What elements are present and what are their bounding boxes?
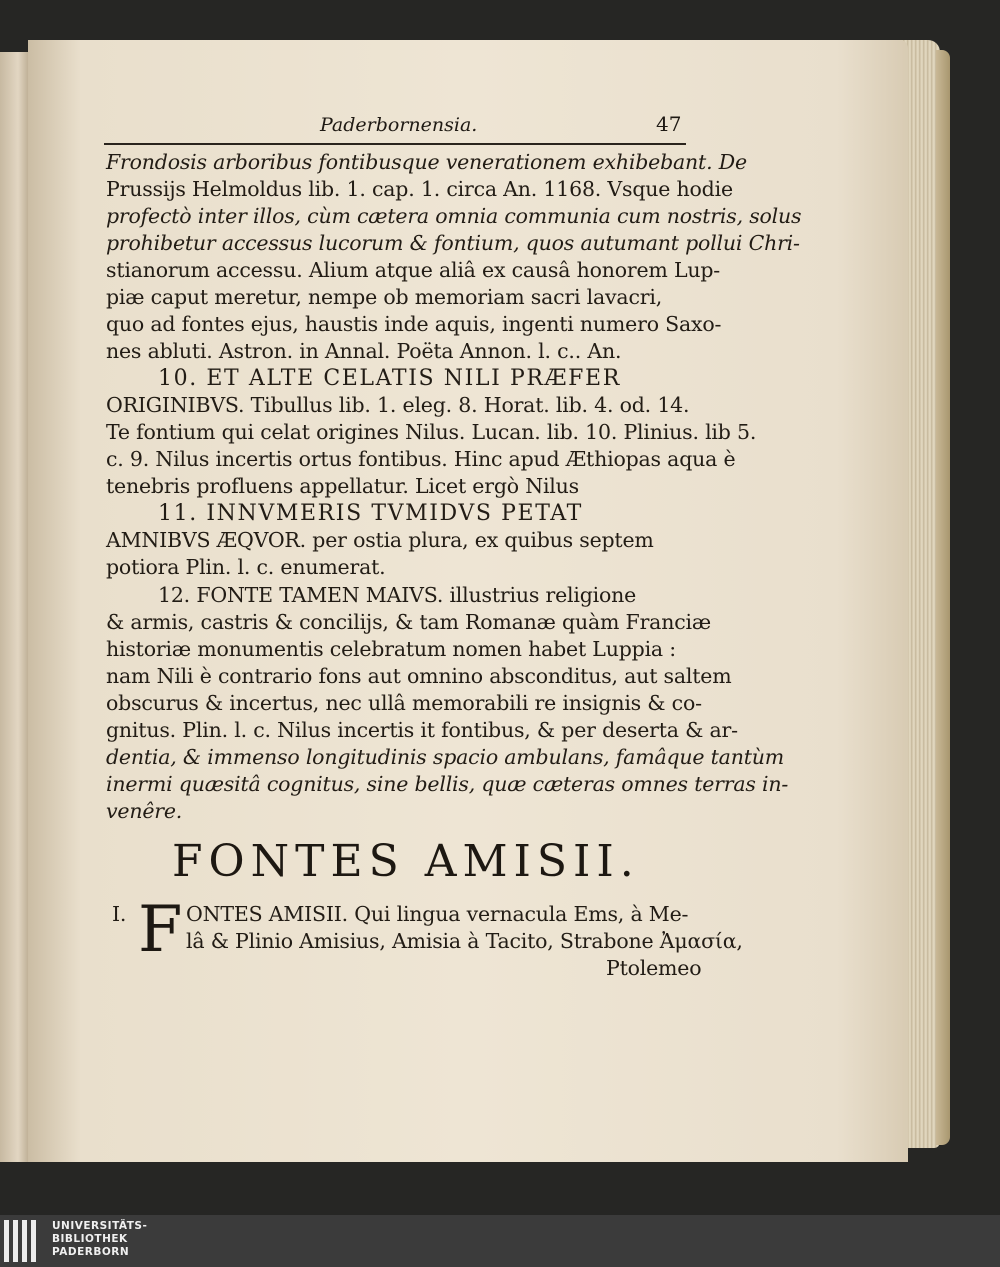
facing-page-edge bbox=[0, 52, 30, 1162]
text-line: prohibetur accessus lucorum & fontium, quos autumant pollui Chri- bbox=[106, 231, 800, 255]
text-line: Te fontium qui celat origines Nilus. Lucan. lib. 10. Plinius. lib 5. bbox=[106, 420, 757, 444]
text-line: & armis, castris & concilijs, & tam Romanæ quàm Franciæ bbox=[106, 610, 711, 634]
section-line: ONTES AMISII. Qui lingua vernacula Ems, à Me- bbox=[186, 902, 689, 926]
library-name-line1: UNIVERSITÄTS- bbox=[52, 1220, 148, 1232]
text-line: dentia, & immenso longitudinis spacio ambulans, famâque tantùm bbox=[106, 745, 784, 769]
library-name-line3: PADERBORN bbox=[52, 1246, 130, 1258]
text-line: 10. ET ALTE CELATIS NILI PRÆFER bbox=[158, 366, 621, 391]
drop-cap: F bbox=[138, 893, 183, 967]
running-title: Paderbornensia. bbox=[320, 114, 478, 136]
footer-bar bbox=[0, 1215, 1000, 1267]
library-name-line2: BIBLIOTHEK bbox=[52, 1233, 128, 1245]
section-title: FONTES AMISII. bbox=[172, 836, 640, 887]
catchword: Ptolemeo bbox=[606, 956, 702, 980]
section-line: lâ & Plinio Amisius, Amisia à Tacito, Strabone Ἀμασία, bbox=[186, 929, 743, 953]
text-line: inermi quæsitâ cognitus, sine bellis, quæ cæteras omnes terras in- bbox=[106, 772, 789, 796]
text-line: c. 9. Nilus incertis ortus fontibus. Hinc apud Æthiopas aqua è bbox=[106, 447, 736, 471]
text-line: stianorum accessu. Alium atque aliâ ex causâ honorem Lup- bbox=[106, 258, 721, 282]
text-line: 12. FONTE TAMEN MAIVS. illustrius religione bbox=[158, 583, 637, 607]
text-line: piæ caput meretur, nempe ob memoriam sacri lavacri, bbox=[106, 285, 663, 309]
text-line: potiora Plin. l. c. enumerat. bbox=[106, 555, 386, 579]
text-line: venêre. bbox=[106, 799, 183, 823]
text-line: obscurus & incertus, nec ullâ memorabili re insignis & co- bbox=[106, 691, 702, 715]
text-line: gnitus. Plin. l. c. Nilus incertis it fontibus, & per deserta & ar- bbox=[106, 718, 738, 742]
text-line: nes abluti. Astron. in Annal. Poëta Annon. l. c.. An. bbox=[106, 339, 622, 363]
text-line: historiæ monumentis celebratum nomen habet Luppia : bbox=[106, 637, 676, 661]
text-line: 11. INNVMERIS TVMIDVS PETAT bbox=[158, 501, 583, 526]
header-rule bbox=[104, 143, 686, 145]
section-number: I. bbox=[112, 902, 127, 926]
text-line: nam Nili è contrario fons aut omnino absconditus, aut saltem bbox=[106, 664, 732, 688]
text-line: profectò inter illos, cùm cætera omnia communia cum nostris, solus bbox=[106, 204, 802, 228]
text-line: Frondosis arboribus fontibusque venerationem exhibebant. De bbox=[106, 150, 747, 174]
text-line: tenebris profluens appellatur. Licet ergò Nilus bbox=[106, 474, 579, 498]
book-cover-edge bbox=[936, 50, 950, 1145]
text-line: ORIGINIBVS. Tibullus lib. 1. eleg. 8. Horat. lib. 4. od. 14. bbox=[106, 393, 690, 417]
text-line: quo ad fontes ejus, haustis inde aquis, ingenti numero Saxo- bbox=[106, 312, 722, 336]
text-line: AMNIBVS ÆQVOR. per ostia plura, ex quibus septem bbox=[106, 528, 654, 552]
library-logo-icon bbox=[4, 1220, 44, 1262]
text-line: Prussijs Helmoldus lib. 1. cap. 1. circa An. 1168. Vsque hodie bbox=[106, 177, 733, 201]
page-number: 47 bbox=[656, 112, 682, 136]
